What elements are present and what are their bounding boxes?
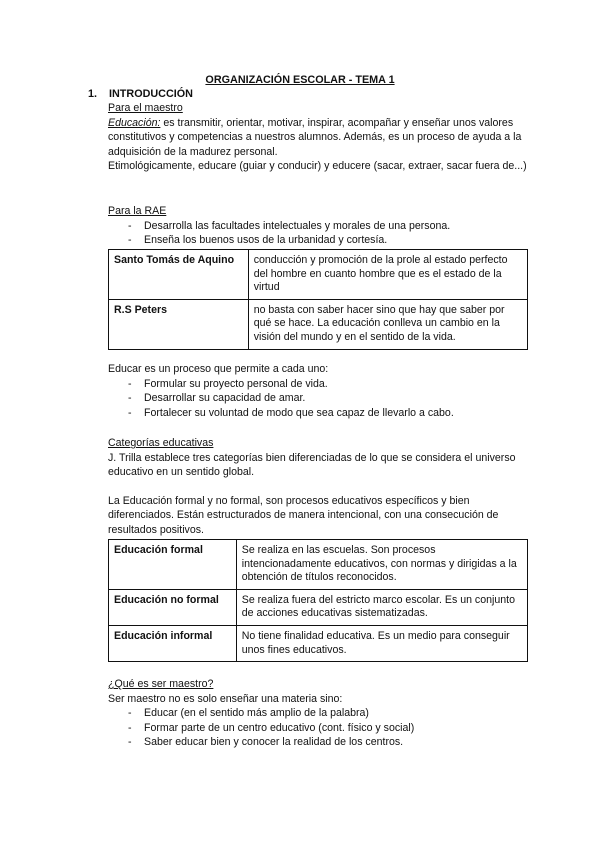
rae-list: [108, 219, 528, 248]
categories-table: [108, 539, 528, 662]
document-title: ORGANIZACIÓN ESCOLAR - TEMA 1: [205, 74, 395, 86]
list-item: - Desarrolla las facultades intelectuales y morales de una persona.: [108, 219, 528, 234]
table-cell-category: Educación formal: [109, 540, 237, 590]
table-cell-text: Se realiza fuera del estricto marco escolar. Es un conjunto de acciones educativas sistematizadas.: [236, 589, 527, 625]
list-item: - Desarrollar su capacidad de amar.: [108, 391, 528, 406]
rae-block: [108, 204, 528, 248]
definition-term: Educación:: [108, 116, 161, 129]
maestro-heading: Para el maestro: [108, 102, 183, 114]
list-item: - Formar parte de un centro educativo (cont. físico y social): [108, 721, 528, 736]
ser-maestro-heading: ¿Qué es ser maestro?: [108, 678, 214, 690]
maestro-definition: [108, 116, 528, 160]
rae-heading: Para la RAE: [108, 205, 167, 217]
list-item: - Fortalecer su voluntad de modo que sea capaz de llevarlo a cabo.: [108, 406, 528, 421]
maestro-block: [108, 101, 528, 174]
table-cell-category: Educación informal: [109, 625, 237, 661]
definition-text: es transmitir, orientar, motivar, inspirar, acompañar y enseñar unos valores constitutivos y competencias a nuestros alumnos. Además, es un proceso de ayuda a la adquisición de la madurez personal.: [108, 116, 522, 158]
section-number: 1.: [88, 88, 98, 100]
table-row: [109, 299, 528, 349]
table-cell-text: Se realiza en las escuelas. Son procesos intencionadamente educativos, con normas y dirigidas a la obtención de títulos reconocidos.: [236, 540, 527, 590]
table-cell-text: No tiene finalidad educativa. Es un medio para conseguir unos fines educativos.: [236, 625, 527, 661]
proceso-list: [108, 377, 528, 421]
list-item: - Saber educar bien y conocer la realidad de los centros.: [108, 735, 528, 750]
categorias-block: [108, 436, 528, 537]
section-heading: [88, 87, 193, 102]
categorias-paragraph-2: La Educación formal y no formal, son procesos educativos específicos y bien diferenciados. Están estructurados de manera intencional, con una consecución de resultados positivos.: [108, 494, 499, 536]
etymology-text: Etimológicamente, educare (guiar y conducir) y educere (sacar, extraer, sacar fuera de...): [108, 160, 527, 172]
table-cell-category: Educación no formal: [109, 589, 237, 625]
ser-maestro-block: [108, 677, 528, 750]
categorias-paragraph-1: J. Trilla establece tres categorías bien diferenciadas de lo que se considera el universo educativo en un sentido global.: [108, 451, 516, 478]
table-cell-text: conducción y promoción de la prole al estado perfecto del hombre en cuanto hombre que es el estado de la virtud: [248, 250, 527, 300]
categorias-heading: Categorías educativas: [108, 437, 214, 449]
list-item: - Educar (en el sentido más amplio de la palabra): [108, 706, 528, 721]
table-row: [109, 625, 528, 661]
proceso-block: [108, 362, 528, 420]
table-row: [109, 540, 528, 590]
table-cell-author: R.S Peters: [109, 299, 249, 349]
table-cell-text: no basta con saber hacer sino que hay que saber por qué se hace. La educación conlleva un cambio en la visión del mundo y en el sentido de la vida.: [248, 299, 527, 349]
ser-maestro-intro: Ser maestro no es solo enseñar una materia sino:: [108, 692, 343, 705]
ser-maestro-list: [108, 706, 528, 750]
proceso-intro: Educar es un proceso que permite a cada uno:: [108, 363, 329, 375]
authors-table: [108, 249, 528, 350]
table-row: [109, 250, 528, 300]
table-row: [109, 589, 528, 625]
section-title: INTRODUCCIÓN: [109, 88, 193, 100]
table-cell-author: Santo Tomás de Aquino: [109, 250, 249, 300]
list-item: - Enseña los buenos usos de la urbanidad y cortesía.: [108, 233, 528, 248]
list-item: - Formular su proyecto personal de vida.: [108, 377, 528, 392]
